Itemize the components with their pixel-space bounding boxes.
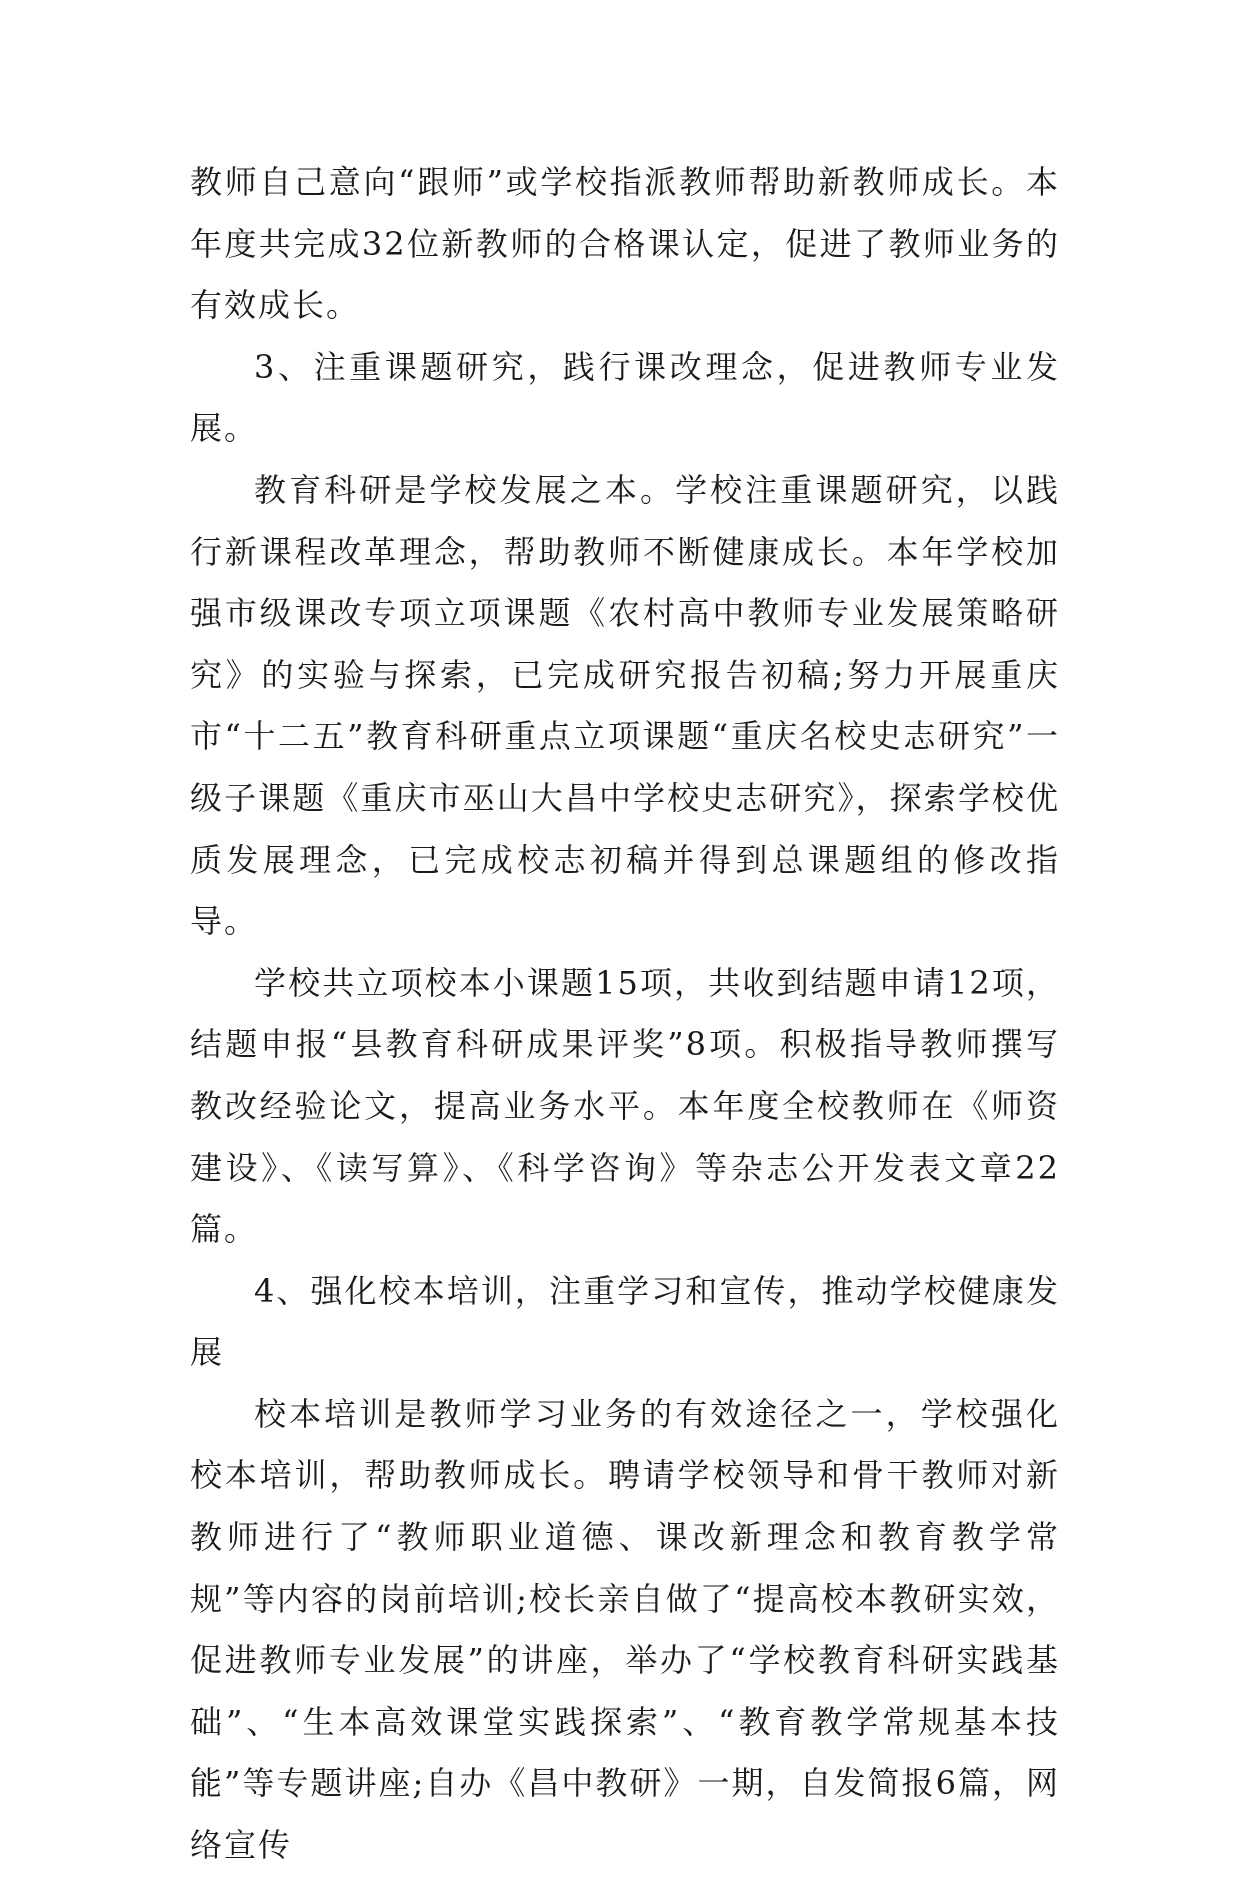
document-body [190, 152, 1060, 1877]
paragraph-research: 教育科研是学校发展之本。学校注重课题研究，以践行新课程改革理念，帮助教师不断健康成长。本年学校加强市级课改专项立项课题《农村高中教师专业发展策略研究》的实验与探索，已完成研究报告初稿;努力开展重庆市“十二五”教育科研重点立项课题“重庆名校史志研究”一级子课题《重庆市巫山大昌中学校史志研究》，探索学校优质发展理念，已完成校志初稿并得到总课题组的修改指导。 [190, 470, 1060, 941]
paragraph-1: 教师自己意向“跟师”或学校指派教师帮助新教师成长。本年度共完成32位新教师的合格课认定，促进了教师业务的有效成长。 [190, 163, 1060, 325]
heading-4-training: 4、强化校本培训，注重学习和宣传，推动学校健康发展 [190, 1271, 1060, 1372]
heading-3-research: 3、注重课题研究，践行课改理念，促进教师专业发展。 [190, 347, 1060, 448]
paragraph-training: 校本培训是教师学习业务的有效途径之一，学校强化校本培训，帮助教师成长。聘请学校领导和骨干教师对新教师进行了“教师职业道德、课改新理念和教育教学常规”等内容的岗前培训;校长亲自做了“提高校本教研实效，促进教师专业发展”的讲座，举办了“学校教育科研实践基础”、“生本高效课堂实践探索”、“教育教学常规基本技能”等专题讲座;自办《昌中教研》一期，自发简报6篇，网络宣传 [190, 1394, 1060, 1865]
paragraph-projects: 学校共立项校本小课题15项，共收到结题申请12项，结题申报“县教育科研成果评奖”8项。积极指导教师撰写教改经验论文，提高业务水平。本年度全校教师在《师资建设》、《读写算》、《科学咨询》等杂志公开发表文章22篇。 [190, 963, 1060, 1249]
